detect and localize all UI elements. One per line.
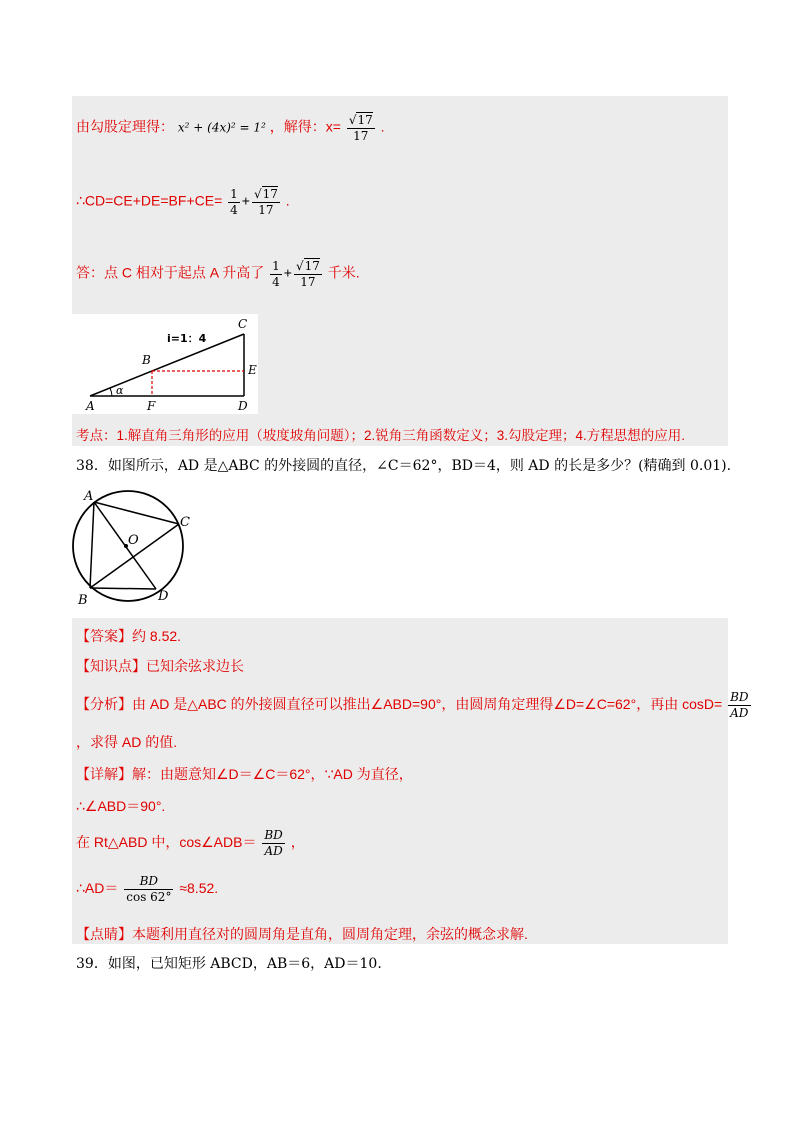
label-C: C bbox=[238, 317, 248, 331]
slope-label: i=1：4 bbox=[167, 332, 207, 345]
analysis-line bbox=[76, 690, 753, 721]
step-3-num: BD bbox=[124, 874, 173, 890]
sqrt-17-c: 17 bbox=[304, 259, 320, 273]
answer-prev-text: 答：点 C 相对于起点 A 升高了 bbox=[76, 264, 265, 281]
answer-line: 【答案】约 8.52. bbox=[76, 628, 182, 644]
fraction-sqrt17-over-17-c: $\frac{√17}{17}$ bbox=[295, 259, 320, 289]
solve-text: ，解得：x= bbox=[269, 118, 341, 135]
fraction-one-quarter bbox=[228, 187, 240, 218]
plus-sign-c: + bbox=[283, 264, 292, 281]
kaodian-line: 考点：1.解直角三角形的应用（坡度坡角问题）；2.锐角三角函数定义；3.勾股定理；4.方程思想的应用. bbox=[76, 428, 686, 443]
detail-line: 【详解】解：由题意知∠D＝∠C＝62°，∵AD 为直径， bbox=[76, 766, 413, 782]
step-2-end: ， bbox=[290, 834, 305, 851]
fraction-cos-adb bbox=[262, 828, 284, 859]
label-alpha: α bbox=[116, 384, 124, 397]
denominator-17-c: 17 bbox=[300, 275, 316, 289]
circle-label-B: B bbox=[78, 593, 88, 608]
denominator-4-c: 4 bbox=[272, 274, 280, 289]
cd-text: ∴CD=CE+DE=BF+CE= bbox=[76, 192, 223, 209]
step-3-text: ∴AD＝ bbox=[76, 880, 119, 897]
step-1: ∴∠ABD＝90°. bbox=[76, 798, 166, 814]
circle-label-C: C bbox=[180, 515, 190, 530]
knowledge-point: 【知识点】已知余弦求边长 bbox=[76, 658, 244, 674]
label-A: A bbox=[86, 399, 95, 413]
question-39: 39．如图，已知矩形 ABCD，AB＝6，AD＝10. bbox=[76, 956, 382, 972]
label-D: D bbox=[238, 399, 248, 413]
line-answer-prev bbox=[76, 258, 360, 290]
circle-label-A: A bbox=[84, 489, 94, 504]
circle-label-O: O bbox=[128, 533, 139, 548]
numerator-1: 1 bbox=[230, 186, 238, 201]
label-E: E bbox=[248, 363, 257, 377]
label-F: F bbox=[147, 399, 156, 413]
question-38: 38．如图所示，AD 是△ABC 的外接圆的直径，∠C＝62°，BD＝4，则 AD 的长是多少？(精确到 0.01). bbox=[76, 458, 732, 474]
numerator-1-c: 1 bbox=[272, 258, 280, 273]
analysis-text: 【分析】由 AD 是△ABC 的外接圆直径可以推出∠ABD=90°，由圆周角定理得∠D=∠C=62°，再由 cosD= bbox=[76, 696, 723, 713]
sqrt-17: 17 bbox=[357, 113, 373, 127]
plus-sign: + bbox=[241, 192, 250, 209]
step-2 bbox=[76, 828, 305, 859]
step-3-den: cos 62° bbox=[126, 890, 172, 904]
pythagoras-text: 由勾股定理得： bbox=[76, 118, 174, 135]
circle-figure bbox=[66, 486, 200, 610]
fraction-sqrt17-over-17: $\frac{√17}{17}$ bbox=[348, 113, 373, 143]
frac-den-ad: AD bbox=[730, 706, 749, 720]
step-2-den: AD bbox=[264, 844, 283, 858]
fraction-sqrt17-over-17-b: $\frac{√17}{17}$ bbox=[253, 187, 278, 217]
key-point-line: 【点睛】本题利用直径对的圆周角是直角，圆周角定理，余弦的概念求解. bbox=[76, 926, 528, 942]
step-2-text: 在 Rt△ABD 中，cos∠ADB＝ bbox=[76, 834, 257, 851]
step-3 bbox=[76, 874, 218, 905]
frac-num-bd: BD bbox=[730, 690, 749, 704]
circle-label-D: D bbox=[158, 589, 169, 604]
line-pythagoras bbox=[76, 112, 385, 144]
fraction-one-quarter-c bbox=[270, 259, 282, 290]
fraction-bd-over-cos62 bbox=[124, 874, 173, 905]
pythagoras-equation: x² + (4x)² = 1² bbox=[177, 120, 266, 135]
denominator-4: 4 bbox=[230, 202, 238, 217]
sqrt-17-b: 17 bbox=[262, 187, 278, 201]
label-B: B bbox=[142, 353, 151, 367]
denominator-17-b: 17 bbox=[258, 203, 274, 217]
denominator-17: 17 bbox=[353, 129, 369, 143]
line-end-b: . bbox=[285, 192, 290, 209]
line-cd bbox=[76, 186, 290, 218]
answer-prev-end: 千米. bbox=[327, 264, 360, 281]
slope-figure bbox=[72, 314, 258, 414]
step-3-end: ≈8.52. bbox=[179, 880, 219, 897]
analysis-line-2: ，求得 AD 的值. bbox=[76, 734, 178, 750]
step-2-num: BD bbox=[264, 828, 283, 842]
fraction-bd-over-ad bbox=[728, 690, 750, 721]
line-end: . bbox=[380, 118, 385, 135]
